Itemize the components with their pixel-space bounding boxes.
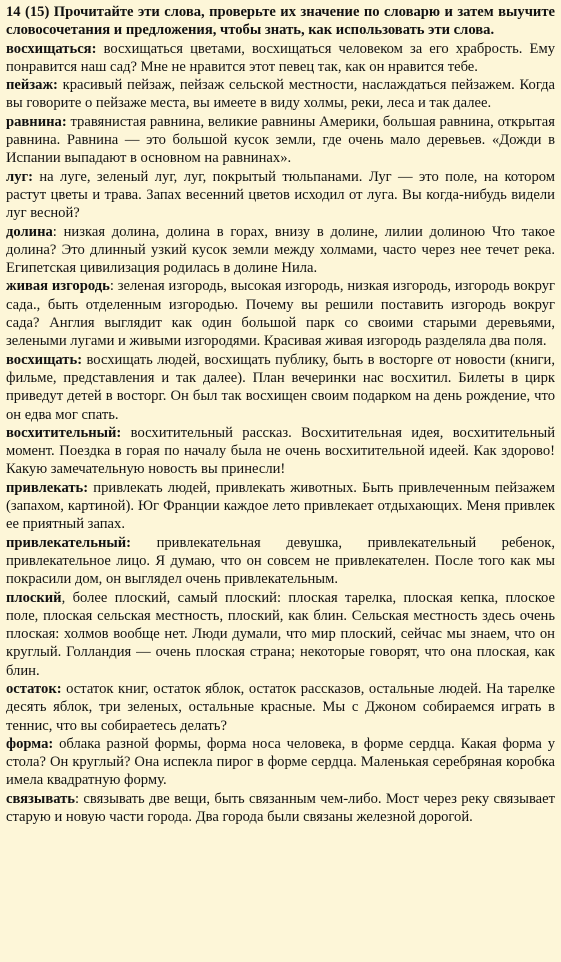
vocab-term: плоский	[6, 589, 62, 606]
task-header	[6, 3, 555, 40]
vocab-entry	[6, 40, 555, 77]
vocab-term: остаток:	[6, 680, 62, 697]
vocab-definition: : связывать две вещи, быть связанным чем-либо. Мост через реку связывает старую и новую части города. Два города были связаны железной дорогой.	[6, 790, 555, 826]
vocab-term: восхищать:	[6, 351, 83, 368]
task-number: 14 (15)	[6, 4, 50, 20]
vocab-term: луг:	[6, 168, 33, 185]
vocab-entry	[6, 223, 555, 278]
vocab-definition: облака разной формы, форма носа человека, в форме сердца. Какая форма у стола? Он круглый? Она испекла пирог в форме сердца. Маленькая серебряная коробка имела квадратную форму.	[6, 735, 555, 789]
task-instruction: Прочитайте эти слова, проверьте их значение по словарю и затем выучите словосочетания и предложения, чтобы знать, как использовать эти слова.	[6, 4, 555, 39]
vocab-entry	[6, 534, 555, 589]
vocab-definition: травянистая равнина, великие равнины Америки, большая равнина, открытая равнина. Равнина — это большой кусок земли, где очень мало деревьев. «Дожди в Испании выпадают в основном на равнинах».	[6, 113, 555, 167]
vocab-definition: привлекательная девушка, привлекательный ребенок, привлекательное лицо. Я думаю, что он совсем не привлекателен. После того как мы покрасили дом, он выглядел очень привлекательным.	[6, 534, 555, 588]
vocab-definition: восхитительный рассказ. Восхитительная идея, восхитительный момент. Поездка в горая по началу была не очень восхитительной идеей. Как здорово! Какую замечательную новость вы принесли!	[6, 424, 556, 478]
vocab-entry	[6, 113, 555, 168]
vocab-entry	[6, 277, 555, 350]
vocab-term: форма:	[6, 735, 54, 752]
vocab-term: долина	[6, 223, 53, 240]
vocab-entry	[6, 76, 555, 113]
vocab-definition: привлекать людей, привлекать животных. Быть привлеченным пейзажем (запахом, картиной). Юг Франции каждое лето привлекает отдыхающих. Меня привлек ее приятный запах.	[6, 479, 555, 533]
vocab-term: равнина:	[6, 113, 67, 130]
vocab-term: привлекательный:	[6, 534, 132, 551]
vocab-definition: , более плоский, самый плоский: плоская тарелка, плоская кепка, плоское поле, плоская сельская местность, плоский, как блин. Сельская местность здесь очень плоская: холмов вообще нет. Люди думали, что мир плоский, сейчас мы знаем, что он круглый. Голландия — очень плоская страна; некоторые говорят, что она плоская, как блин.	[6, 589, 555, 679]
vocab-entry	[6, 790, 555, 827]
vocab-entry	[6, 680, 555, 735]
vocab-definition: красивый пейзаж, пейзаж сельской местности, наслаждаться пейзажем. Когда вы говорите о пейзаже места, вы имеете в виду холмы, реки, леса и так далее.	[6, 77, 555, 112]
vocab-definition: остаток книг, остаток яблок, остаток рассказов, остальные людей. На тарелке десять яблок, три зеленых, остальные красные. Мы с Джоном собираемся играть в теннис, что вы собираетесь делать?	[6, 680, 555, 734]
vocab-entry	[6, 424, 555, 479]
vocab-term: восхищаться:	[6, 40, 97, 57]
vocab-entry	[6, 479, 555, 534]
vocab-entry	[6, 735, 555, 790]
vocab-entry	[6, 168, 555, 223]
vocab-entry	[6, 589, 555, 680]
vocab-definition: на луге, зеленый луг, луг, покрытый тюльпанами. Луг — это поле, на котором растут цветы и трава. Запах весенний цветов исходил от луга. Вы когда-нибудь видели луг весной?	[6, 168, 555, 222]
vocab-term: связывать	[6, 790, 76, 807]
vocab-term: пейзаж:	[6, 77, 58, 94]
vocab-definition: восхищаться цветами, восхищаться человеком за его храбрость. Ему понравится наш сад? Мне не нравится этот певец так, как он нравится тебе.	[6, 40, 555, 75]
vocab-definition: : низкая долина, долина в горах, внизу в долине, лилии долиною Что такое долина? Это длинный узкий кусок земли между холмами, часто через нее течет река. Египетская цивилизация родилась в долине Нила.	[6, 223, 555, 277]
vocab-term: восхитительный:	[6, 424, 122, 441]
vocab-definition: : зеленая изгородь, высокая изгородь, низкая изгородь, изгородь вокруг сада., быть отделенным изгородью. Почему вы решили поставить изгородь вокруг сада? Англия выглядит как один большой парк со своими старыми деревьями, зелеными лугами и живыми изгородями. Красивая живая изгородь разделяла два поля.	[6, 278, 556, 350]
vocab-entry	[6, 351, 555, 424]
vocab-term: привлекать:	[6, 479, 89, 496]
vocab-definition: восхищать людей, восхищать публику, быть в восторге от новости (книги, фильме, представления и так далее). План вечеринки нас восхитил. Билеты в цирк приведут детей в восторг. Он был так восхищен своим подарком на день рождение, что он едва мог спать.	[6, 351, 556, 423]
vocab-term: живая изгородь	[6, 278, 110, 295]
